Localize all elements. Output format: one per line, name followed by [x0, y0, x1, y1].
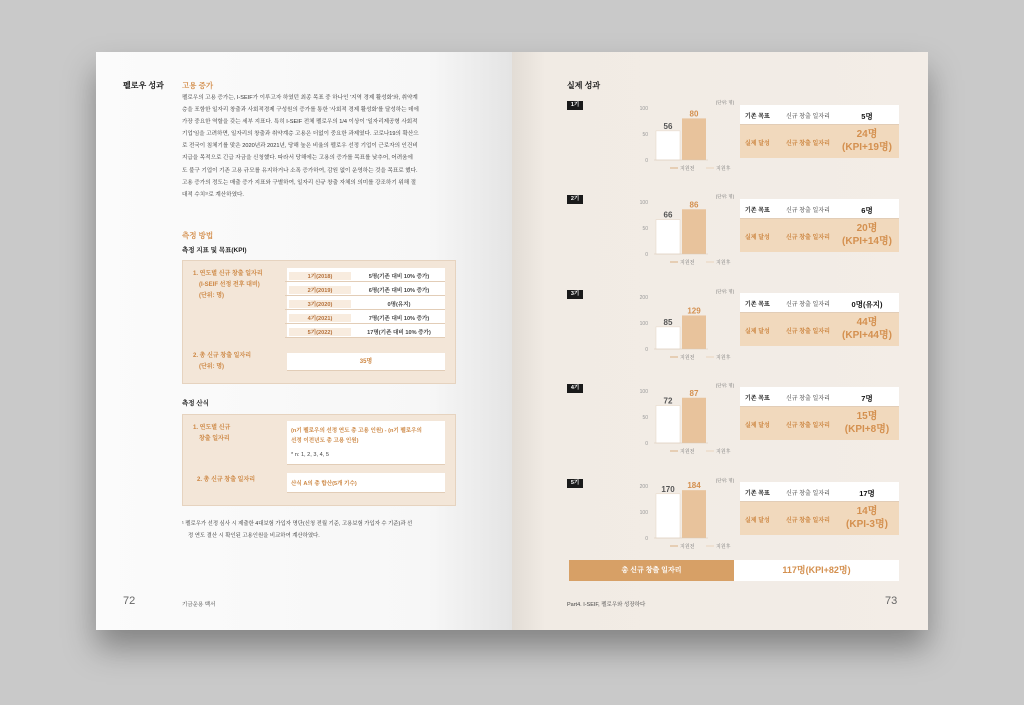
- kpi-value: 0명(유지): [387, 302, 411, 308]
- data-label: 56: [663, 121, 673, 131]
- kpi-diff: (KPI+8명): [844, 424, 890, 435]
- legend-label: 지원전: [680, 355, 695, 361]
- kpi-row: [285, 310, 445, 324]
- kpi-row: [285, 324, 445, 338]
- employment-heading: 고용 증가: [182, 81, 214, 90]
- legend-label: 지원후: [716, 355, 731, 361]
- period-badge: 2기: [567, 195, 583, 204]
- row-label: 기존 목표: [745, 208, 770, 214]
- tick-label: 50: [642, 226, 648, 232]
- col-label: 신규 창출 일자리: [786, 302, 830, 308]
- f1-label: [193, 423, 230, 445]
- actual-count: 20명: [856, 223, 878, 234]
- col-label: 신규 창출 일자리: [786, 141, 830, 147]
- kpi-value: 6명(기존 대비 10% 증가): [368, 288, 430, 294]
- actual-row: [740, 313, 899, 346]
- kpi-diff: (KPI+14명): [842, 236, 892, 247]
- row-label: 실제 달성: [745, 518, 770, 524]
- actual-row: [740, 502, 899, 535]
- col-label: 신규 창출 일자리: [786, 208, 830, 214]
- kpi-box: [182, 260, 456, 384]
- data-label: 129: [687, 306, 701, 316]
- f2-value: 산식 A의 총 합산(5개 기수): [287, 473, 445, 493]
- tick-label: 100: [639, 200, 648, 206]
- row-label: 실제 달성: [745, 235, 770, 241]
- formula-note: * n: 1, 2, 3, 4, 5: [291, 452, 329, 458]
- left-page: [96, 52, 512, 630]
- text-line: 로 전국이 침체기를 맞은 2020년과 2021년, 당해 높은 비율의 펠로우 선정 기업이 근로자의 인건비: [182, 143, 418, 150]
- kpi-year: 1기(2018): [289, 272, 351, 280]
- open-book: [96, 52, 928, 630]
- tick-label: 100: [639, 106, 648, 112]
- kpi-heading: 측정 지표 및 목표(KPI): [182, 247, 247, 254]
- result-table: [740, 387, 899, 440]
- unit-label: (단위: 명): [715, 383, 735, 388]
- section-title: 펠로우 성과: [123, 81, 164, 90]
- bar-before: [656, 220, 680, 254]
- tick-label: 100: [639, 510, 648, 516]
- data-label: 66: [663, 210, 673, 220]
- footer-part: Part4. I-SEIF, 펠로우와 성장하다: [567, 602, 646, 608]
- kpi-diff: (KPI+44명): [842, 330, 892, 341]
- goal-value: 5명: [861, 112, 873, 121]
- tick-label: 200: [639, 295, 648, 301]
- unit-label: (단위: 명): [715, 100, 735, 105]
- text-line: 지급을 목적으로 긴급 자금을 신청했다. 따라서 당해에는 고용의 증가를 목표를 낮추어, 어려움에: [182, 155, 413, 162]
- period-badge: 1기: [567, 101, 583, 110]
- row-label: 기존 목표: [745, 114, 770, 120]
- f1-formula: [287, 421, 445, 465]
- actual-count: 15명: [856, 411, 878, 422]
- tick-label: 0: [645, 441, 648, 447]
- data-label: 170: [661, 484, 675, 494]
- bar-chart-1: [630, 98, 745, 178]
- tick-label: 50: [642, 132, 648, 138]
- actual-value: [835, 222, 899, 248]
- kpi-year: 3기(2020): [289, 300, 351, 308]
- kpi-row: [285, 268, 445, 282]
- text-line: 대적 수치¹⁾로 계산하였다.: [182, 191, 244, 198]
- legend-label: 지원전: [680, 544, 695, 550]
- goal-row: [740, 105, 899, 125]
- tick-label: 0: [645, 536, 648, 542]
- employment-paragraph: [182, 92, 459, 201]
- kpi-diff: (KPI-3명): [846, 519, 888, 530]
- data-label: 72: [663, 396, 673, 406]
- kpi2-value: 35명: [287, 353, 445, 371]
- goal-value: 0명(유지): [851, 300, 883, 309]
- text-line: 층을 포함한 일자리 창출과 사회적경제 구성원의 증가를 통한 '사회적 경제 활성화'를 달성하는 데에: [182, 107, 419, 114]
- actual-count: 24명: [856, 129, 878, 140]
- label-line: (단위: 명): [199, 293, 225, 299]
- label-line: 1. 연도별 신규 창출 일자리: [193, 271, 263, 277]
- result-table: [740, 105, 899, 158]
- result-table: [740, 293, 899, 346]
- kpi2-label: [193, 351, 251, 373]
- row-label: 실제 달성: [745, 423, 770, 429]
- legend-label: 지원후: [716, 449, 731, 455]
- actual-count: 44명: [856, 317, 878, 328]
- label-line: 2. 총 신규 창출 일자리: [193, 353, 252, 359]
- actual-value: [835, 410, 899, 436]
- tick-label: 0: [645, 252, 648, 258]
- unit-label: (단위: 명): [715, 289, 735, 294]
- bar-before: [656, 406, 680, 443]
- kpi-value: 17명(기존 대비 10% 증가): [367, 330, 431, 336]
- kpi-year: 2기(2019): [289, 286, 351, 294]
- formula-box: [182, 414, 456, 506]
- total-value: 117명(KPI+82명): [782, 565, 851, 575]
- total-label: 총 신규 창출 일자리: [569, 560, 734, 581]
- goal-value: 6명: [861, 206, 873, 215]
- results-title: 실제 성과: [567, 81, 601, 90]
- footer-title: 기금운용 백서: [182, 602, 216, 608]
- legend-label: 지원전: [680, 260, 695, 266]
- goal-row: [740, 199, 899, 219]
- row-label: 기존 목표: [745, 302, 770, 308]
- kpi-value: 7명(기존 대비 10% 증가): [368, 316, 430, 322]
- goal-value: 7명: [861, 394, 873, 403]
- tick-label: 100: [639, 389, 648, 395]
- legend-label: 지원후: [716, 260, 731, 266]
- bar-chart-3: [630, 287, 745, 367]
- actual-value: [835, 505, 899, 531]
- chart-svg: [630, 192, 745, 272]
- period-badge: 5기: [567, 479, 583, 488]
- kpi-row: [285, 296, 445, 310]
- period-badge: 4기: [567, 384, 583, 393]
- chart-svg: [630, 381, 745, 461]
- actual-value: [835, 316, 899, 342]
- footnote-line: ¹ 펠로우가 선정 심사 시 제출한 4대보험 가입자 명단(신청 전월 기준, 고용보험 가입자 수 기준)과 선: [182, 521, 413, 527]
- right-page: [512, 52, 928, 630]
- method-heading: 측정 방법: [182, 231, 214, 240]
- result-table: [740, 199, 899, 252]
- kpi-row: [285, 282, 445, 296]
- actual-value: [835, 128, 899, 154]
- actual-row: [740, 407, 899, 440]
- bar-after: [682, 315, 706, 349]
- col-label: 신규 창출 일자리: [786, 235, 830, 241]
- bar-before: [656, 131, 680, 160]
- unit-label: (단위: 명): [715, 194, 735, 199]
- formula-line: 선정 이전년도 총 고용 인원): [291, 438, 359, 444]
- col-label: 신규 창출 일자리: [786, 491, 830, 497]
- text-line: 기업'임을 고려하면, 일자리의 창출과 취약계층 고용은 더없이 중요한 과제였다. 코로나19의 확산으: [182, 131, 419, 138]
- col-label: 신규 창출 일자리: [786, 329, 830, 335]
- tick-label: 0: [645, 347, 648, 353]
- bar-after: [682, 490, 706, 538]
- chart-svg: [630, 476, 745, 556]
- text-line: 고용 증가의 정도는 매출 증가 지표와 구별하여, 일자리 신규 창출 자체의 의미를 강조하기 위해 절: [182, 179, 417, 186]
- formula-line: (n기 펠로우의 선정 연도 총 고용 인원) - (n기 펠로우의: [291, 428, 422, 434]
- col-label: 신규 창출 일자리: [786, 518, 830, 524]
- legend-label: 지원후: [716, 544, 731, 550]
- legend-label: 지원전: [680, 449, 695, 455]
- data-label: 85: [663, 317, 673, 327]
- tick-label: 50: [642, 415, 648, 421]
- legend-label: 지원전: [680, 166, 695, 172]
- label-line: (단위: 명): [199, 364, 225, 370]
- data-label: 86: [689, 200, 699, 210]
- unit-label: (단위: 명): [715, 478, 735, 483]
- bar-chart-5: [630, 476, 745, 556]
- bar-chart-4: [630, 381, 745, 461]
- col-label: 신규 창출 일자리: [786, 114, 830, 120]
- legend-label: 지원후: [716, 166, 731, 172]
- text-line: 도 불구 기업이 기존 고용 규모를 유지하거나 소폭 증가하여, 감원 없이 운영하는 것을 목표로 했다.: [182, 167, 418, 174]
- formula-heading: 측정 산식: [182, 400, 209, 407]
- data-label: 87: [689, 388, 699, 398]
- page-number: 72: [123, 595, 136, 607]
- row-label: 기존 목표: [745, 396, 770, 402]
- kpi-value: 5명(기존 대비 10% 증가): [368, 274, 430, 280]
- kpi-diff: (KPI+19명): [842, 142, 892, 153]
- tick-label: 0: [645, 158, 648, 164]
- bar-before: [656, 494, 680, 538]
- data-label: 80: [689, 109, 699, 119]
- data-label: 184: [687, 481, 701, 491]
- page-number: 73: [885, 595, 898, 607]
- footnote: [182, 518, 452, 542]
- label-line: 1. 연도별 신규: [193, 425, 231, 431]
- goal-row: [740, 482, 899, 502]
- row-label: 기존 목표: [745, 491, 770, 497]
- kpi-year: 4기(2021): [289, 314, 351, 322]
- col-label: 신규 창출 일자리: [786, 423, 830, 429]
- goal-value: 17명: [859, 489, 875, 498]
- bar-chart-2: [630, 192, 745, 272]
- text-line: 펠로우의 고용 증가는, I-SEIF가 이루고자 하였던 최종 목표 중 하나인 '지역 경제 활성화'와, 취약계: [182, 95, 418, 101]
- bar-before: [656, 327, 680, 349]
- chart-svg: [630, 98, 745, 178]
- bar-after: [682, 118, 706, 160]
- chart-svg: [630, 287, 745, 367]
- actual-row: [740, 125, 899, 158]
- col-label: 신규 창출 일자리: [786, 396, 830, 402]
- text-line: 가장 중요한 역할을 갖는 세부 지표다. 특히 I-SEIF 전체 펠로우의 1/4 이상이 '일자리제공형 사회적: [182, 119, 418, 126]
- period-badge: 3기: [567, 290, 583, 299]
- row-label: 실제 달성: [745, 141, 770, 147]
- footnote-line: 정 연도 결산 시 확인된 고용인원을 비교하여 계산하였다.: [188, 533, 320, 539]
- goal-row: [740, 387, 899, 407]
- label-line: (I-SEIF 선정 전후 대비): [199, 282, 260, 288]
- kpi1-label: [193, 269, 263, 302]
- total-bar: [569, 560, 899, 581]
- goal-row: [740, 293, 899, 313]
- result-table: [740, 482, 899, 535]
- row-label: 실제 달성: [745, 329, 770, 335]
- bar-after: [682, 398, 706, 443]
- kpi-year: 5기(2022): [289, 328, 351, 336]
- f2-label: 2. 총 신규 창출 일자리: [197, 477, 256, 483]
- actual-row: [740, 219, 899, 252]
- tick-label: 100: [639, 321, 648, 327]
- label-line: 창출 일자리: [199, 436, 230, 442]
- tick-label: 200: [639, 484, 648, 490]
- bar-after: [682, 209, 706, 254]
- actual-count: 14명: [856, 506, 878, 517]
